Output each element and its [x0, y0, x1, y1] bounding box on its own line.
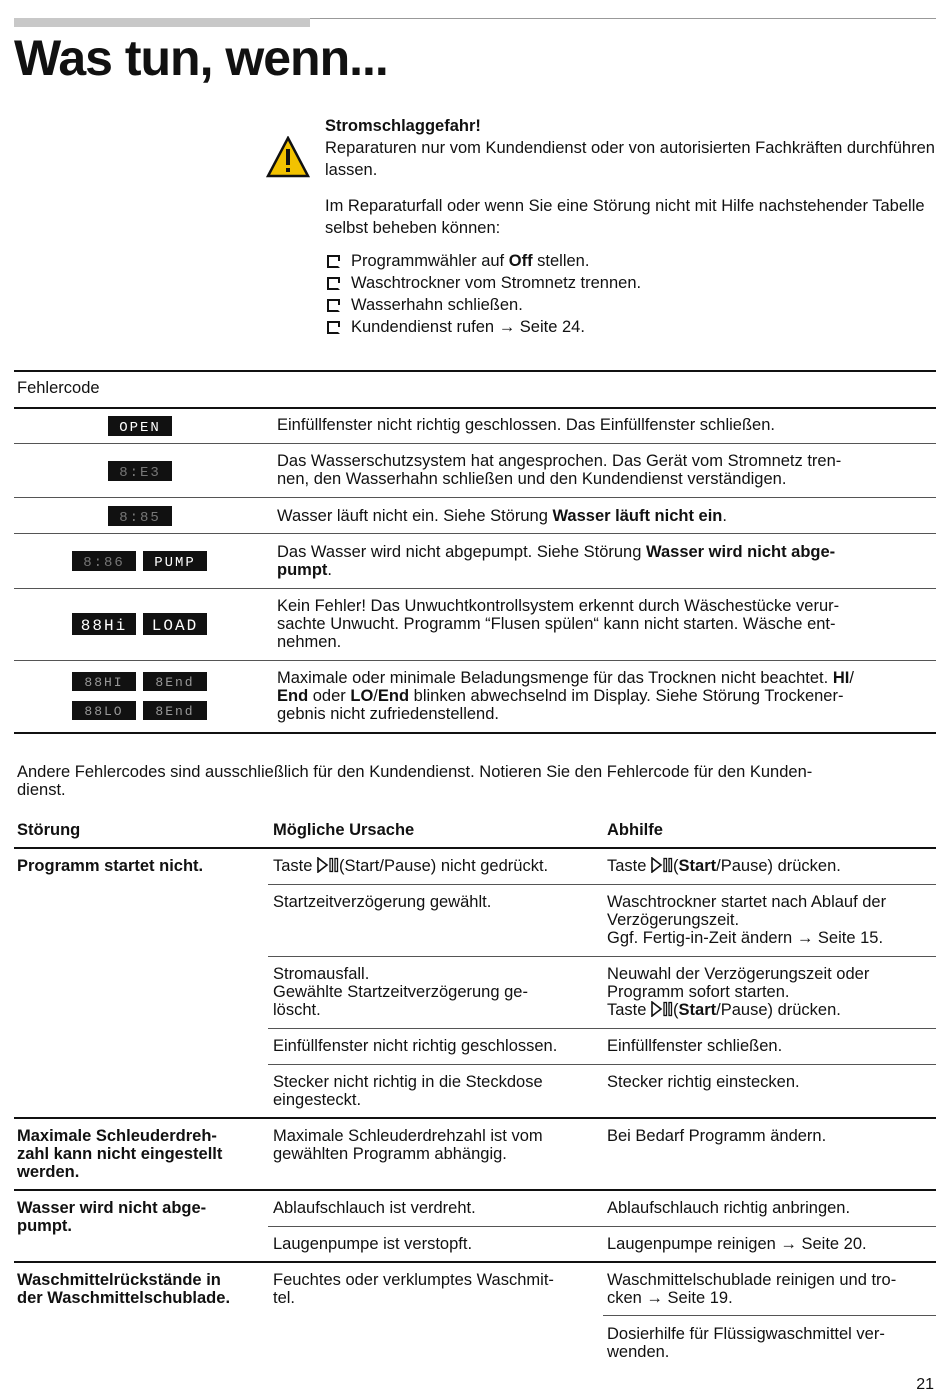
warning-text: Reparaturen nur vom Kundendienst oder von autorisierten Fachkräften durchführen lassen.	[325, 139, 935, 179]
lcd-code-f06	[72, 551, 136, 571]
lcd-code-pump	[143, 551, 207, 571]
remedy-3b: Taste (Start/Pause) drücken.	[607, 1001, 841, 1019]
error-text-2: Das Wasserschutzsystem hat angesprochen. Das Gerät vom Stromnetz tren- nen, den Wasserhahn schließen und den Kundendienst verständigen.	[277, 452, 842, 488]
remedy-9: Waschmittelschublade reinigen und tro- cken → Seite 19.	[607, 1271, 897, 1307]
table-rule	[14, 1117, 936, 1119]
svg-text:LOAD: LOAD	[151, 617, 199, 635]
lcd-code-f05	[108, 506, 172, 526]
svg-text:8:86: 8:86	[83, 555, 125, 571]
table-rule	[14, 847, 936, 849]
table-rule	[14, 497, 936, 498]
warning-steps	[325, 251, 935, 339]
warning-intro: Im Reparaturfall oder wenn Sie eine Störung nicht mit Hilfe nachstehender Tabelle selbst beheben können:	[325, 197, 925, 237]
svg-text:8:E3: 8:E3	[119, 465, 161, 481]
lcd-code-e23	[108, 461, 172, 481]
cause-3: Stromausfall. Gewählte Startzeitverzögerung ge- löscht.	[273, 965, 528, 1019]
start-pause-icon	[317, 857, 339, 873]
svg-text:88LO: 88LO	[84, 704, 124, 719]
remedy-6: Bei Bedarf Programm ändern.	[607, 1127, 827, 1145]
header-ursache: Mögliche Ursache	[273, 821, 415, 839]
table-rule	[14, 660, 936, 661]
error-text-4: Das Wasser wird nicht abgepumpt. Siehe Störung Wasser wird nicht abge- pumpt.	[277, 543, 836, 579]
list-item: Kundendienst rufen → Seite 24.	[325, 317, 935, 339]
checkbox-bullet-icon	[327, 299, 340, 312]
svg-text:PUMP: PUMP	[154, 555, 196, 571]
error-text-6: Maximale oder minimale Beladungsmenge für das Trocknen nicht beachtet. HI/ End oder LO/End blinken abwechselnd im Display. Siehe Störung Trockener- gebnis nicht zufriedenstellend.	[277, 669, 854, 723]
table-rule	[268, 956, 936, 957]
list-item: Wasserhahn schließen.	[325, 295, 935, 317]
cause-1: Taste (Start/Pause) nicht gedrückt.	[273, 857, 549, 875]
table-rule	[603, 1315, 936, 1316]
warning-block	[325, 117, 935, 339]
error-text-5: Kein Fehler! Das Unwuchtkontrollsystem erkennt durch Wäschestücke verur- sachte Unwucht. Programm “Flusen spülen“ kann nicht starten. Wäsche ent- nehmen.	[277, 597, 840, 651]
table-rule	[14, 533, 936, 534]
fault-group-3: Wasser wird nicht abge- pumpt.	[17, 1199, 207, 1235]
table-rule	[268, 1226, 936, 1227]
checkbox-bullet-icon	[327, 277, 340, 290]
svg-text:88HI: 88HI	[84, 675, 124, 690]
remedy-4: Einfüllfenster schließen.	[607, 1037, 783, 1055]
table-rule	[14, 407, 936, 409]
remedy-7: Ablaufschlauch richtig anbringen.	[607, 1199, 851, 1217]
lcd-code-end-2	[143, 701, 207, 720]
page-title: Was tun, wenn...	[14, 30, 388, 86]
lcd-code-lo	[72, 701, 136, 720]
remedy-3: Neuwahl der Verzögerungszeit oder Programm sofort starten.	[607, 965, 870, 1001]
lcd-code-hi	[72, 613, 136, 635]
warning-triangle-icon	[266, 136, 310, 178]
table-rule	[268, 1028, 936, 1029]
table-rule	[268, 884, 936, 885]
remedy-5: Stecker richtig einstecken.	[607, 1073, 800, 1091]
cause-2: Startzeitverzögerung gewählt.	[273, 893, 492, 911]
table-rule	[14, 370, 936, 372]
remedy-10: Dosierhilfe für Flüssigwaschmittel ver- wenden.	[607, 1325, 885, 1361]
warning-heading: Stromschlaggefahr!	[325, 117, 481, 135]
svg-text:8End: 8End	[155, 675, 195, 690]
table-rule	[14, 443, 936, 444]
cause-7: Ablaufschlauch ist verdreht.	[273, 1199, 476, 1217]
header-stoerung: Störung	[17, 821, 81, 839]
list-item: Waschtrockner vom Stromnetz trennen.	[325, 273, 935, 295]
header-accent-bar	[14, 18, 310, 27]
header-rule	[310, 18, 936, 19]
fault-group-2: Maximale Schleuderdreh- zahl kann nicht eingestellt werden.	[17, 1127, 223, 1181]
lcd-code-load	[143, 613, 207, 635]
errors-header: Fehlercode	[17, 379, 100, 397]
table-rule	[14, 1189, 936, 1191]
cause-9: Feuchtes oder verklumptes Waschmit- tel.	[273, 1271, 554, 1307]
error-text-3: Wasser läuft nicht ein. Siehe Störung Wasser läuft nicht ein.	[277, 507, 727, 525]
remedy-2: Waschtrockner startet nach Ablauf der Verzögerungszeit. Ggf. Fertig-in-Zeit ändern → Seite 15.	[607, 893, 887, 947]
table-rule	[268, 1064, 936, 1065]
fault-group-4: Waschmittelrückstände in der Waschmittelschublade.	[17, 1271, 231, 1307]
svg-text:8End: 8End	[155, 704, 195, 719]
page-number: 21	[916, 1376, 934, 1393]
cause-6: Maximale Schleuderdrehzahl ist vom gewählten Programm abhängig.	[273, 1127, 543, 1163]
header-abhilfe: Abhilfe	[607, 821, 663, 839]
checkbox-bullet-icon	[327, 321, 340, 334]
start-pause-icon	[651, 1001, 673, 1017]
cause-8: Laugenpumpe ist verstopft.	[273, 1235, 473, 1253]
checkbox-bullet-icon	[327, 255, 340, 268]
error-text-1: Einfüllfenster nicht richtig geschlossen. Das Einfüllfenster schließen.	[277, 416, 775, 434]
lcd-code-end	[143, 672, 207, 691]
remedy-8: Laugenpumpe reinigen → Seite 20.	[607, 1235, 867, 1253]
note-text: Andere Fehlercodes sind ausschließlich für den Kundendienst. Notieren Sie den Fehlercode für den Kunden- dienst.	[17, 763, 813, 799]
cause-4: Einfüllfenster nicht richtig geschlossen.	[273, 1037, 558, 1055]
remedy-1: Taste (Start/Pause) drücken.	[607, 857, 841, 875]
lcd-code-hi-2	[72, 672, 136, 691]
svg-text:88Hi: 88Hi	[80, 617, 128, 635]
table-rule	[14, 732, 936, 734]
fault-group-1: Programm startet nicht.	[17, 857, 204, 875]
list-item: Programmwähler auf Off stellen.	[325, 251, 935, 273]
lcd-code-open	[108, 416, 172, 436]
table-rule	[14, 588, 936, 589]
table-rule	[14, 1261, 936, 1263]
svg-text:8:85: 8:85	[119, 510, 161, 526]
svg-text:OPEN: OPEN	[119, 420, 161, 436]
start-pause-icon	[651, 857, 673, 873]
cause-5: Stecker nicht richtig in die Steckdose eingesteckt.	[273, 1073, 543, 1109]
